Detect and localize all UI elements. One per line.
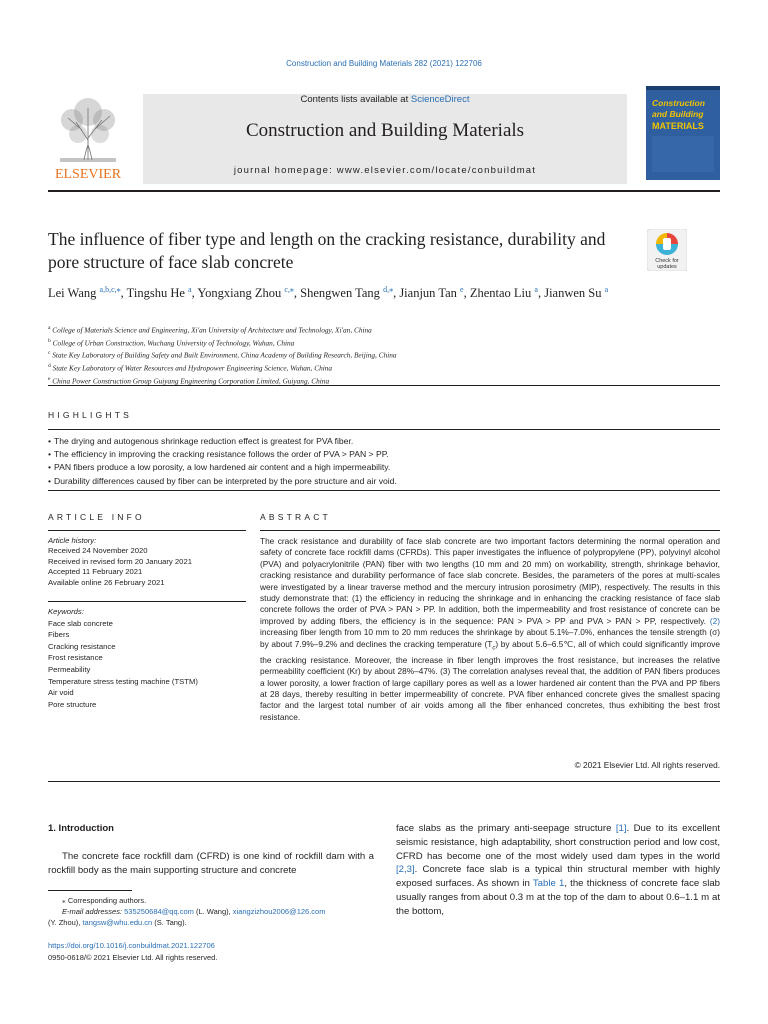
contents-prefix: Contents lists available at [300,94,411,105]
introduction-heading: 1. Introduction [48,823,114,834]
article-title: The influence of fiber type and length on the cracking resistance, durability and pore structure of face slab concrete [48,229,606,272]
header-rule [48,190,720,192]
keyword-item: Pore structure [48,699,97,709]
homepage-prefix: journal homepage: [233,165,337,176]
email-label: E-mail addresses: [62,907,123,916]
journal-cover[interactable] [646,86,720,180]
abstract-heading: ABSTRACT [260,512,331,522]
introduction-left-column: The concrete face rockfill dam (CFRD) is one kind of rockfill dam with a rockfill body as the main supporting structure and concrete [48,851,374,876]
citation-link[interactable]: [1] [615,823,627,834]
author-name[interactable]: Jianjun Tan [399,286,457,301]
history-item: Available online 26 February 2021 [48,577,165,587]
affiliation-text: College of Urban Construction, Wuchang University of Technology, Wuhan, China [52,338,295,348]
article-info-heading: ARTICLE INFO [48,512,145,522]
abstract-part: ) by about 5.6–6.5℃, all of which could significantly improve the cracking resistance. Moreover, the increase in fiber length improves the frost resistance, but increases the relative permeability coefficient (Kr) by about 28%–47%. (3) The correlation analyses reveal that, the addition of PAN fibers produces a lower porosity, a lower fraction of large capillary pores as well as a lower hardened air content than the PVA and PP fibers at 28 days, thereby resulting in better impermeability of concrete. PVA fiber enhanced concrete gives the smallest spacing factor and the largest total number of air voids among all the fiber enhanced concretes, thus exhibiting the best frost resistance. [260,638,720,722]
keyword-item: Frost resistance [48,653,103,663]
abstract-rule [260,530,720,531]
keywords-label: Keywords: [48,607,84,616]
intro-text: face slabs as the primary anti-seepage structure [396,823,616,834]
author-list: Lei Wang $^{a,b,c,⁎}$, Tingshu He $^a$, Yongxiang Zhou $^{c,⁎}$, Shengwen Tang $^{d,⁎}$, Jianjun Tan $^e$, Zhentao Liu $^a$, Jianwen Su $^a$ [48,285,609,301]
homepage-link[interactable]: www.elsevier.com/locate/conbuildmat [336,165,537,176]
introduction-right-column [396,822,720,919]
author-name[interactable]: Zhentao Liu [469,286,532,301]
abstract-part: The crack resistance and durability of face slab concrete are two important factors determining the normal operation and safety of concrete face rockfill dams (CFRDs). This paper investigates the influence of polypropylene (PP), polyvinyl alcohol (PVA) and polyacrylonitrile (PAN) fiber with two lengths (10 mm and 20 mm) on workability, strength, shrinkage behavior, cracking resistance and durability performance of face slab concrete. Besides, the parameters of the pores at multi-scales were investigated by a linear traverse method and the mercury intrusion porosimetry (MIP), respectively. The results in this study demonstrate that: (1) the efficiency in reducing the shrinkage and in enhancing the cracking resistance of face slab concrete follows the order of PVA > PAN > PP. In addition, both the impermeability and frost resistance of concrete can be improved by adding fibers, the efficiency is in the sequence: PAN > PVA > PP and PVA > PAN > PP, respectively. [260,536,720,626]
highlight-item: • PAN fibers produce a low porosity, a low hardened air content and a high impermeability. [48,461,720,474]
history-item: Received in revised form 20 January 2021 [48,556,193,566]
affiliation-text: State Key Laboratory of Building Safety and Built Environment, China Academy of Building Research, Beijing, China [52,350,397,360]
highlight-item: • The drying and autogenous shrinkage reduction effect is greatest for PVA fiber. [48,435,720,448]
affiliation-item [48,323,688,336]
author-name[interactable]: Shengwen Tang [300,286,380,301]
elsevier-logo[interactable] [48,90,128,182]
affiliation-text: China Power Construction Group Guiyang Engineering Corporation Limited, Guiyang, China [52,375,330,385]
abstract-part: increasing fiber length from 10 mm to 20 mm reduces the shrinkage by about 5.1%–7.0%, enhances the tensile strength (σ) by about 7.9%–9.2% and declines the cracking temperature (T [260,627,720,649]
footnote-rule [48,890,132,891]
affiliation-item [48,361,688,374]
issn-line: 0950-0618/© 2021 Elsevier Ltd. All rights reserved. [48,953,218,962]
author-affiliation-marker[interactable]: a [534,285,538,294]
journal-homepage [143,165,627,176]
keyword-item: Fibers [48,630,70,640]
abstract-text [260,536,720,723]
author-name[interactable]: Yongxiang Zhou [197,286,282,301]
affiliation-key: b [48,337,51,344]
doi-link[interactable]: https://doi.org/10.1016/j.conbuildmat.2021.122706 [48,941,215,950]
keyword-item: Temperature stress testing machine (TSTM) [48,676,198,686]
author-affiliation-marker[interactable]: e [460,285,464,294]
abstract-copyright: © 2021 Elsevier Ltd. All rights reserved. [574,760,720,770]
abstract-subscript: c [492,645,496,652]
author-name[interactable]: Lei Wang [48,286,97,301]
elsevier-wordmark: ELSEVIER [54,167,122,182]
footnotes [48,895,388,928]
keyword-item: Cracking resistance [48,641,116,651]
affiliation-item [48,336,688,349]
affiliation-key: e [48,375,51,382]
history-item: Accepted 11 February 2021 [48,567,143,577]
email-owner: (S. Tang). [152,918,187,927]
highlights-bottom-rule [48,490,720,491]
keywords-rule [48,601,246,602]
journal-reference[interactable]: Construction and Building Materials 282 (2021) 122706 [286,59,482,68]
article-info-rule [48,530,246,531]
affiliation-key: a [48,325,51,331]
email-note-cont [48,917,388,928]
sciencedirect-link[interactable]: ScienceDirect [410,94,470,105]
author-name[interactable]: Tingshu He [126,286,185,301]
crossmark-text-2: updates [657,264,677,270]
email-owner: (L. Wang), [193,907,233,916]
keyword-item: Face slab concrete [48,618,113,628]
abstract-bottom-rule [48,781,720,782]
keywords [48,606,246,710]
author-affiliation-marker[interactable]: a,b,c,⁎ [99,285,121,294]
check-for-updates-badge[interactable] [647,229,687,271]
corresponding-note: ⁎ Corresponding authors. [62,896,147,905]
affiliation-key: d [48,362,51,369]
intro-text: . Concrete face slab is a typical thin structural member with highly exposed surfaces. As shown in [396,864,720,890]
history-label: Article history: [48,536,97,545]
intro-text: . Due to its excellent seismic resistance, high adaptability, short construction period and low cost, CFRD has become one of the most widely used dam types in the world [396,823,720,862]
journal-title: Construction and Building Materials [245,120,525,141]
author-affiliation-marker[interactable]: a [604,285,609,294]
email-link[interactable]: xiangzizhou2006@126.com [232,907,326,916]
author-affiliation-marker[interactable]: d,⁎ [383,285,394,294]
email-note [48,906,388,917]
table-link[interactable]: Table 1 [532,878,565,890]
highlight-item: • The efficiency in improving the cracking resistance follows the order of PVA > PAN > PP. [48,448,720,461]
keyword-item: Air void [48,688,74,698]
email-link[interactable]: 535250684@qq.com [124,907,194,916]
cover-title-2: and Building [652,109,704,119]
highlights-rule [48,429,720,430]
email-link[interactable]: tangsw@whu.edu.cn [82,918,153,927]
crossmark-text-1: Check for [655,258,679,264]
cover-title-1: Construction [652,98,705,108]
affiliation-item [48,348,688,361]
history-item: Received 24 November 2020 [48,546,148,556]
affiliation-text: State Key Laboratory of Water Resources and Hydropower Engineering Science, Wuhan, China [52,363,333,373]
affiliation-text: College of Materials Science and Engineering, Xi'an University of Architecture and Technology, Xi'an, China [52,325,372,335]
highlights-heading: HIGHLIGHTS [48,410,132,420]
intro-text: , the thickness of concrete face slab usually ranges from about 0.3 m at the top of the dam to about 0.6–1.1 m at the bottom, [396,878,721,917]
highlight-item: • Durability differences caused by fiber can be interpreted by the pore structure and air void. [48,475,720,488]
highlights-list [48,435,720,488]
email-owner: (Y. Zhou), [48,918,83,927]
affiliation-list [48,323,688,386]
citation-link[interactable]: [2,3] [396,864,415,876]
cover-title-3: MATERIALS [652,121,704,131]
title-block-rule [48,385,720,386]
affiliation-key: c [48,350,51,357]
abstract-ref[interactable]: (2) [709,615,720,626]
author-affiliation-marker[interactable]: a [188,285,192,294]
keyword-item: Permeability [48,664,91,674]
contents-line [143,94,627,105]
author-name[interactable]: Jianwen Su [544,286,602,301]
author-affiliation-marker[interactable]: c,⁎ [284,285,294,294]
article-history [48,536,246,588]
